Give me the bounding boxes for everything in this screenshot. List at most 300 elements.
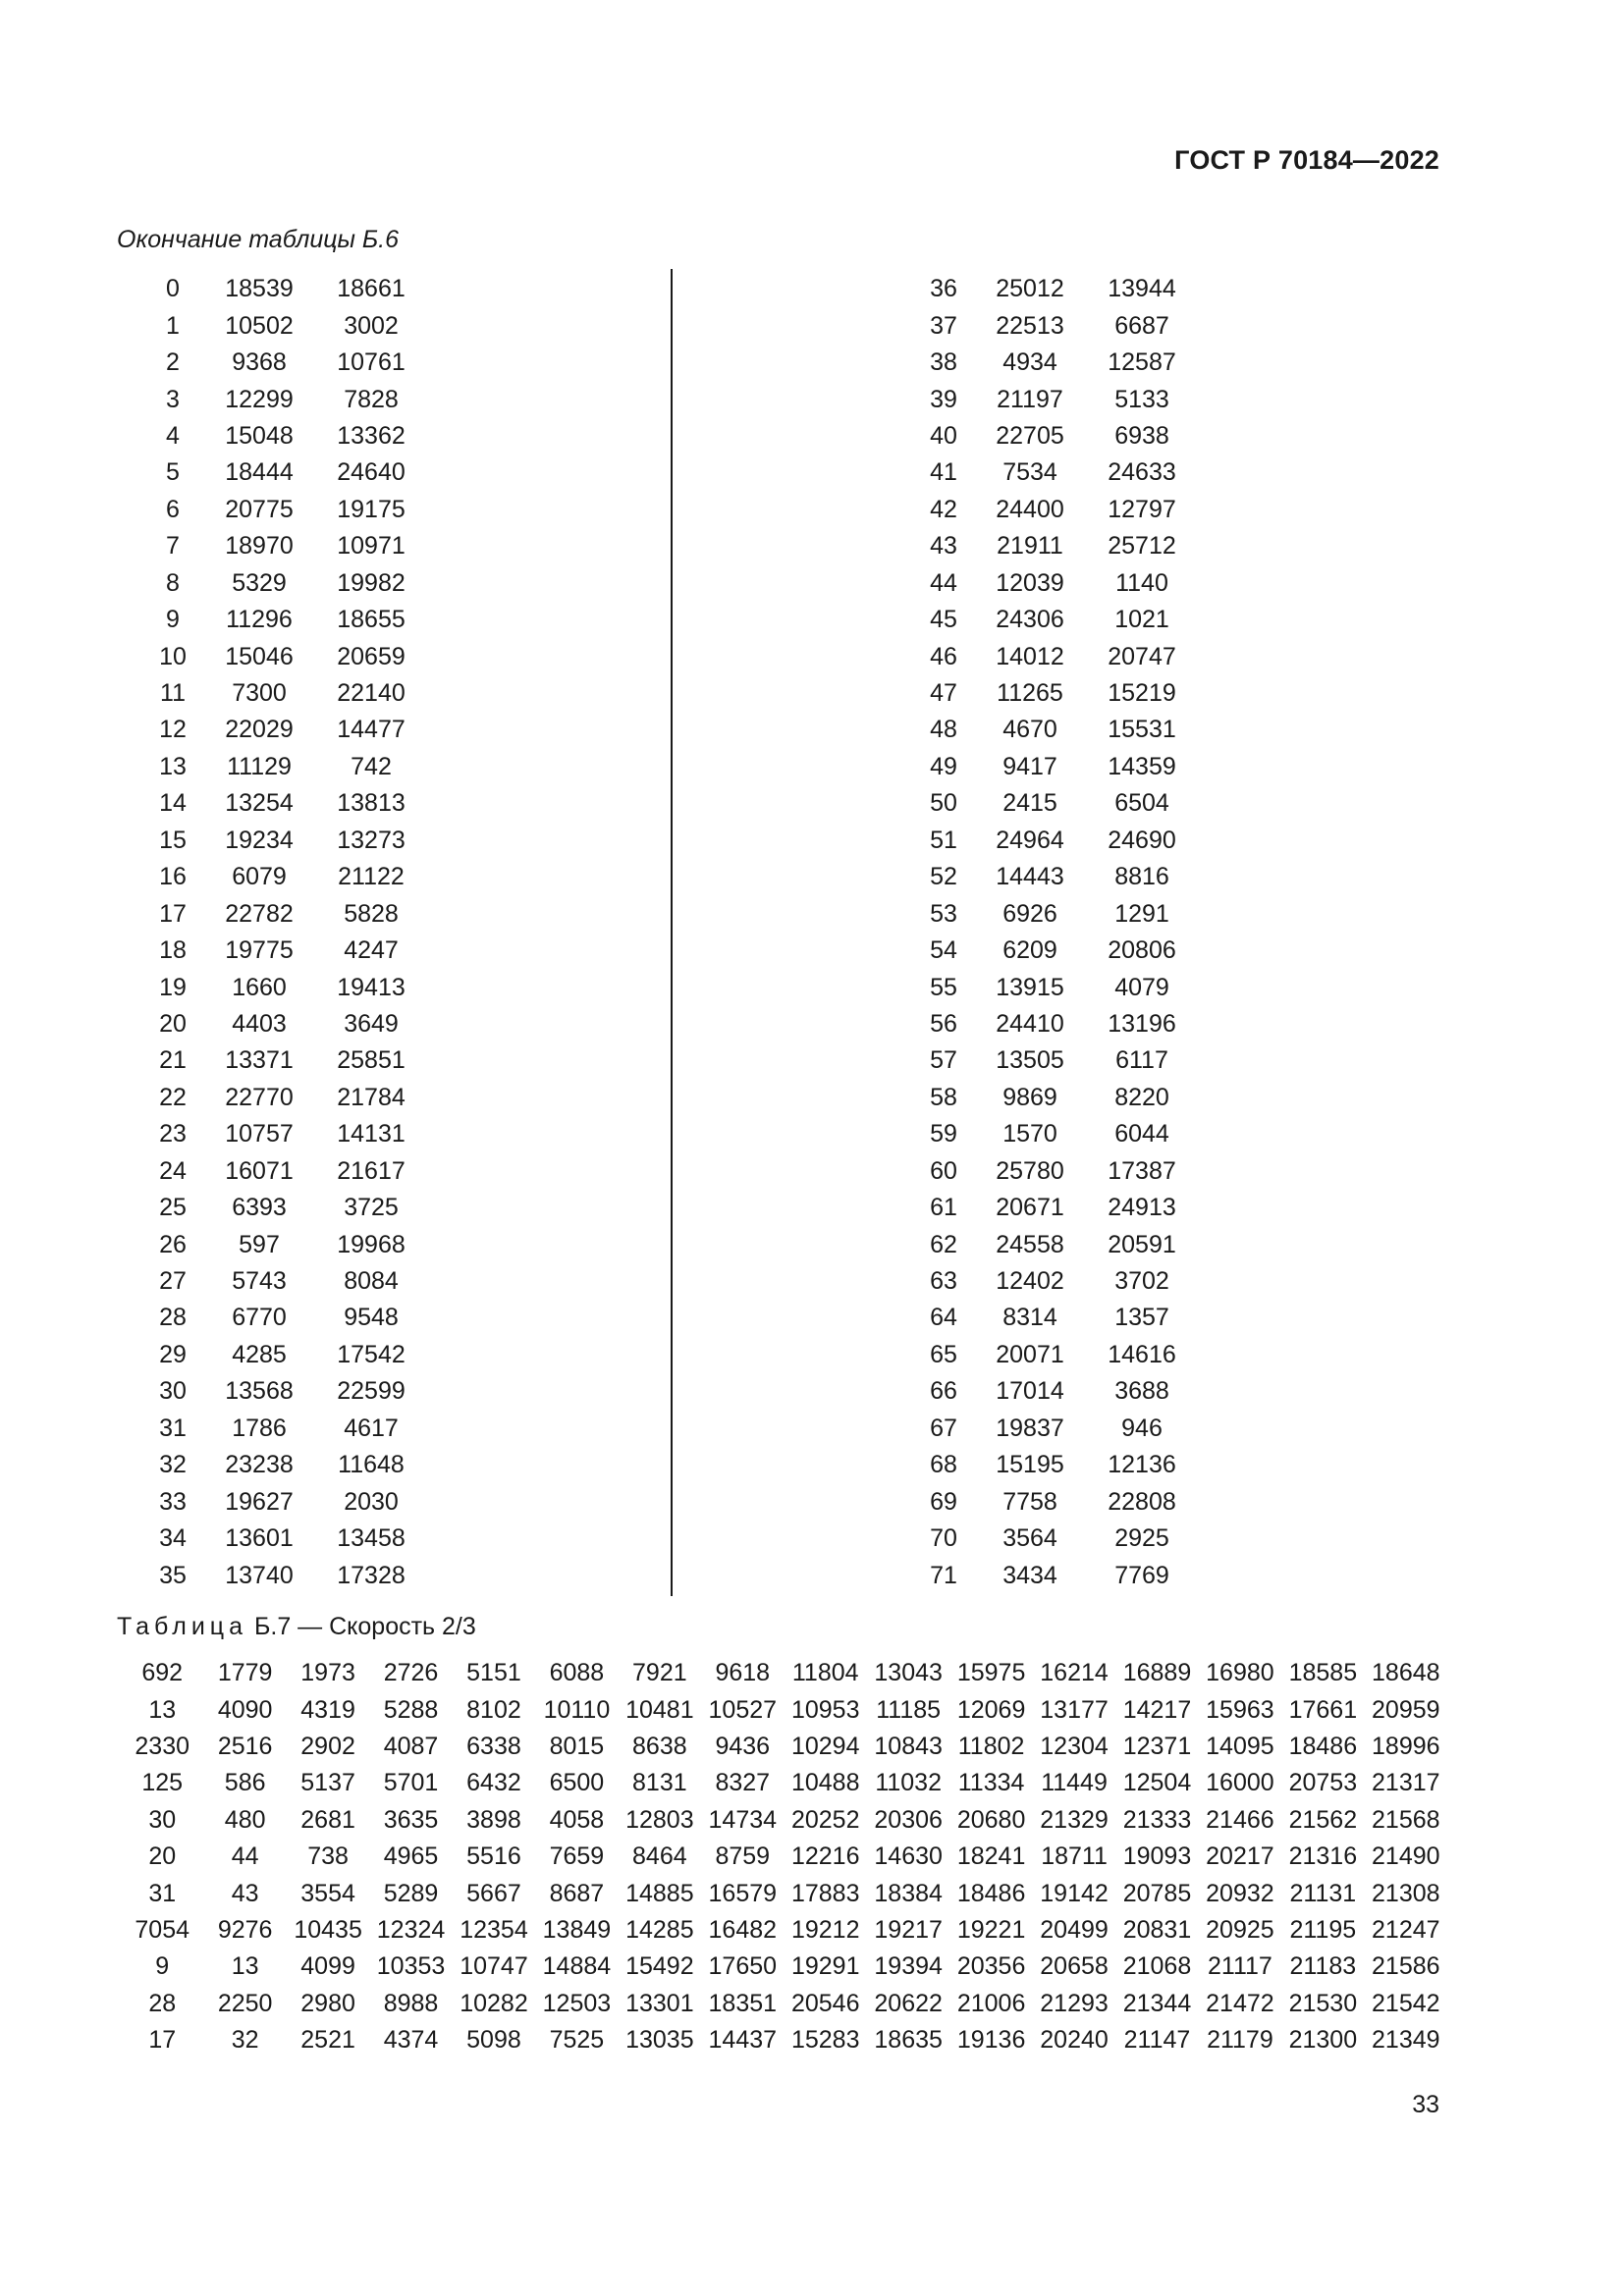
table-cell: 11265: [997, 679, 1063, 708]
table-cell: 57: [930, 1046, 957, 1075]
table-cell: 61: [930, 1194, 957, 1222]
table-cell: 7525: [549, 2026, 605, 2055]
table-cell: 19837: [996, 1414, 1064, 1442]
table-cell: 24640: [337, 458, 406, 487]
table-cell: 30: [159, 1377, 187, 1406]
table-cell: 13: [159, 752, 187, 780]
table-cell: 69: [930, 1487, 957, 1516]
table-cell: 8759: [715, 1842, 771, 1871]
table-cell: 13740: [225, 1561, 294, 1589]
table-cell: 24964: [996, 826, 1064, 854]
table-row: [142, 345, 427, 381]
table-cell: 2902: [300, 1732, 355, 1760]
table-cell: 60: [930, 1156, 957, 1185]
table-cell: 1570: [1002, 1120, 1057, 1148]
table-cell: 586: [224, 1769, 266, 1797]
table-cell: 8102: [466, 1695, 521, 1724]
table-row: [121, 1912, 1447, 1949]
table-cell: 11804: [791, 1659, 859, 1687]
table-cell: 16579: [708, 1879, 778, 1907]
table-cell: 3: [166, 385, 180, 413]
table-cell: 14012: [996, 642, 1064, 670]
table-cell: 2925: [1114, 1524, 1169, 1553]
table-cell: 48: [930, 716, 957, 744]
table-cell: 15531: [1108, 716, 1176, 744]
table-cell: 13: [148, 1695, 177, 1724]
table-cell: 6938: [1114, 421, 1169, 450]
table-row: [913, 381, 1198, 417]
table-row: [142, 712, 427, 748]
table-row: [913, 307, 1198, 344]
table-row: [121, 1691, 1447, 1728]
table-cell: 24913: [1108, 1194, 1176, 1222]
table-cell: 3554: [300, 1879, 355, 1907]
table-row: [913, 1116, 1198, 1152]
table-cell: 8816: [1114, 863, 1169, 891]
table-b7: [121, 1655, 1447, 2058]
table-row: [913, 1006, 1198, 1042]
table-cell: 2681: [300, 1805, 355, 1834]
table-cell: 25012: [996, 275, 1064, 303]
table-cell: 8084: [344, 1267, 399, 1296]
table-cell: 18970: [225, 532, 294, 561]
table-cell: 20252: [790, 1805, 860, 1834]
table-cell: 4247: [344, 936, 399, 965]
table-row: [913, 1411, 1198, 1447]
table-cell: 18648: [1372, 1659, 1440, 1687]
table-cell: 15492: [625, 1952, 694, 1981]
table-cell: 10110: [543, 1695, 611, 1724]
table-cell: 58: [930, 1083, 957, 1111]
table-cell: 22770: [225, 1083, 294, 1111]
table-cell: 3702: [1114, 1267, 1169, 1296]
table-cell: 22599: [337, 1377, 406, 1406]
table-cell: 22705: [996, 421, 1064, 450]
table-cell: 6: [166, 495, 180, 523]
table-cell: 47: [930, 679, 957, 708]
table-cell: 12587: [1108, 348, 1176, 377]
table-cell: 1973: [300, 1659, 355, 1687]
table-cell: 10843: [874, 1732, 943, 1760]
table-cell: 50: [930, 789, 957, 818]
table-cell: 21490: [1372, 1842, 1440, 1871]
table-cell: 24400: [996, 495, 1064, 523]
table-cell: 9: [166, 606, 180, 634]
table-cell: 18655: [337, 606, 406, 634]
table-cell: 21344: [1122, 1989, 1192, 2017]
table-cell: 20747: [1108, 642, 1176, 670]
table-cell: 24558: [996, 1230, 1064, 1258]
table-cell: 21333: [1122, 1805, 1192, 1834]
table-cell: 3564: [1002, 1524, 1057, 1553]
table-cell: 12371: [1122, 1732, 1192, 1760]
table-cell: 6504: [1114, 789, 1169, 818]
table-cell: 21542: [1372, 1989, 1440, 2017]
table-cell: 66: [930, 1377, 957, 1406]
table-row: [913, 1447, 1198, 1483]
table-cell: 36: [930, 275, 957, 303]
table-cell: 18486: [1288, 1732, 1358, 1760]
table-cell: 5329: [232, 568, 287, 597]
table-row: [913, 675, 1198, 712]
table-row: [142, 1153, 427, 1190]
table-cell: 19413: [337, 973, 406, 1001]
table-cell: 5133: [1114, 385, 1169, 413]
table-cell: 15975: [956, 1659, 1026, 1687]
table-cell: 20932: [1206, 1879, 1274, 1907]
table-cell: 12354: [460, 1915, 528, 1944]
table-cell: 6209: [1002, 936, 1057, 965]
table-cell: 8131: [632, 1769, 687, 1797]
table-cell: 34: [159, 1524, 187, 1553]
table-cell: 1779: [217, 1659, 273, 1687]
table-cell: 6393: [232, 1194, 287, 1222]
table-cell: 5137: [300, 1769, 355, 1797]
table-cell: 3649: [344, 1009, 399, 1038]
table-cell: 20071: [996, 1340, 1064, 1368]
table-row: [121, 1765, 1447, 1801]
table-cell: 11449: [1041, 1769, 1108, 1797]
table-row: [142, 492, 427, 528]
table-cell: 9417: [1002, 752, 1057, 780]
table-row: [913, 933, 1198, 969]
table-cell: 14: [159, 789, 187, 818]
table-cell: 13362: [337, 421, 406, 450]
table-cell: 19982: [337, 568, 406, 597]
table-row: [142, 638, 427, 674]
table-cell: 11334: [957, 1769, 1025, 1797]
table-cell: 4403: [232, 1009, 287, 1038]
table-row: [142, 1557, 427, 1593]
table-cell: 19136: [956, 2026, 1026, 2055]
table-cell: 10282: [460, 1989, 528, 2017]
table-cell: 12136: [1108, 1451, 1176, 1479]
table-row: [913, 785, 1198, 822]
table-cell: 17: [148, 2026, 177, 2055]
table-row: [913, 859, 1198, 895]
table-cell: 18241: [956, 1842, 1026, 1871]
table-cell: 4285: [232, 1340, 287, 1368]
table-cell: 43: [231, 1879, 259, 1907]
table-cell: 31: [159, 1414, 187, 1442]
table-cell: 10435: [294, 1915, 362, 1944]
table-cell: 3635: [383, 1805, 439, 1834]
table-cell: 21562: [1288, 1805, 1358, 1834]
table-cell: 62: [930, 1230, 957, 1258]
table-cell: 10747: [460, 1952, 528, 1981]
table-cell: 8314: [1002, 1304, 1057, 1332]
table-cell: 14217: [1122, 1695, 1192, 1724]
table-cell: 20622: [874, 1989, 943, 2017]
table-cell: 5743: [232, 1267, 287, 1296]
table-cell: 3002: [344, 311, 399, 340]
table-cell: 1: [166, 311, 180, 340]
table-row: [913, 1153, 1198, 1190]
table-row: [913, 271, 1198, 307]
table-b7-title-prefix: Таблица: [117, 1613, 248, 1640]
table-cell: 13944: [1108, 275, 1176, 303]
table-cell: 19217: [874, 1915, 943, 1944]
table-row: [913, 528, 1198, 564]
table-cell: 14437: [708, 2026, 778, 2055]
table-row: [142, 675, 427, 712]
table-cell: 7659: [549, 1842, 605, 1871]
table-b6-left: [142, 271, 427, 1594]
table-cell: 5: [166, 458, 180, 487]
table-cell: 5701: [383, 1769, 439, 1797]
table-cell: 20671: [996, 1194, 1064, 1222]
table-b6-right: [913, 271, 1198, 1594]
table-row: [142, 1080, 427, 1116]
table-cell: 43: [930, 532, 957, 561]
table-cell: 21197: [997, 385, 1063, 413]
table-cell: 10757: [225, 1120, 294, 1148]
table-cell: 21472: [1206, 1989, 1274, 2017]
table-cell: 9436: [715, 1732, 771, 1760]
table-cell: 21006: [956, 1989, 1026, 2017]
table-row: [142, 528, 427, 564]
table-cell: 32: [159, 1451, 187, 1479]
table-cell: 19775: [225, 936, 294, 965]
table-row: [121, 2022, 1447, 2058]
table-cell: 4934: [1002, 348, 1057, 377]
table-row: [142, 381, 427, 417]
table-cell: 10488: [790, 1769, 860, 1797]
table-cell: 6926: [1002, 899, 1057, 928]
table-cell: 20785: [1122, 1879, 1192, 1907]
table-cell: 10353: [376, 1952, 446, 1981]
table-row: [142, 1190, 427, 1226]
table-cell: 13273: [337, 826, 406, 854]
table-cell: 14443: [996, 863, 1064, 891]
table-cell: 33: [159, 1487, 187, 1516]
table-cell: 14359: [1108, 752, 1176, 780]
table-cell: 21179: [1207, 2026, 1273, 2055]
table-b7-title-text: Б.7 — Скорость 2/3: [247, 1613, 476, 1640]
table-cell: 21568: [1372, 1805, 1440, 1834]
table-cell: 2330: [135, 1732, 190, 1760]
table-cell: 25712: [1108, 532, 1176, 561]
table-row: [913, 895, 1198, 932]
table-cell: 16980: [1206, 1659, 1274, 1687]
table-cell: 21147: [1123, 2026, 1191, 2055]
table-cell: 39: [930, 385, 957, 413]
table-cell: 12503: [542, 1989, 612, 2017]
table-cell: 21183: [1289, 1952, 1357, 1981]
table-cell: 10971: [337, 532, 406, 561]
table-cell: 2521: [300, 2026, 355, 2055]
table-cell: 5828: [344, 899, 399, 928]
table-cell: 11802: [957, 1732, 1025, 1760]
table-cell: 14734: [708, 1805, 778, 1834]
table-cell: 21316: [1288, 1842, 1358, 1871]
table-cell: 8327: [715, 1769, 771, 1797]
table-cell: 10294: [790, 1732, 860, 1760]
table-cell: 6338: [466, 1732, 521, 1760]
table-cell: 52: [930, 863, 957, 891]
table-cell: 54: [930, 936, 957, 965]
table-row: [121, 1986, 1447, 2022]
table-cell: 9548: [344, 1304, 399, 1332]
table-cell: 6770: [232, 1304, 287, 1332]
table-cell: 8687: [549, 1879, 605, 1907]
table-cell: 2250: [217, 1989, 273, 2017]
table-row: [142, 271, 427, 307]
table-cell: 13813: [337, 789, 406, 818]
table-cell: 24633: [1108, 458, 1176, 487]
table-cell: 13601: [225, 1524, 294, 1553]
table-cell: 14616: [1108, 1340, 1176, 1368]
table-cell: 7: [166, 532, 180, 561]
table-cell: 19142: [1040, 1879, 1109, 1907]
table-cell: 16000: [1206, 1769, 1274, 1797]
table-row: [913, 1373, 1198, 1410]
table-cell: 20306: [874, 1805, 943, 1834]
table-cell: 11129: [227, 752, 292, 780]
table-cell: 19221: [956, 1915, 1026, 1944]
table-cell: 10: [159, 642, 187, 670]
table-cell: 4965: [383, 1842, 439, 1871]
table-cell: 11032: [875, 1769, 942, 1797]
table-cell: 51: [930, 826, 957, 854]
table-cell: 14285: [625, 1915, 694, 1944]
table-cell: 67: [930, 1414, 957, 1442]
table-cell: 25: [159, 1194, 187, 1222]
table-cell: 19627: [225, 1487, 294, 1516]
table-cell: 4374: [383, 2026, 439, 2055]
table-cell: 15: [159, 826, 187, 854]
table-cell: 49: [930, 752, 957, 780]
table-cell: 18351: [708, 1989, 778, 2017]
table-row: [142, 1116, 427, 1152]
table-cell: 23238: [225, 1451, 294, 1479]
table-cell: 44: [231, 1842, 259, 1871]
table-cell: 21131: [1289, 1879, 1357, 1907]
table-cell: 9: [155, 1952, 170, 1981]
table-cell: 22: [159, 1083, 187, 1111]
table-cell: 44: [930, 568, 957, 597]
table-cell: 21300: [1288, 2026, 1358, 2055]
table-cell: 20240: [1040, 2026, 1109, 2055]
table-cell: 6432: [466, 1769, 521, 1797]
table-cell: 16889: [1122, 1659, 1192, 1687]
table-cell: 12803: [625, 1805, 694, 1834]
table-cell: 53: [930, 899, 957, 928]
table-cell: 22513: [996, 311, 1064, 340]
table-cell: 21068: [1122, 1952, 1192, 1981]
table-row: [913, 1337, 1198, 1373]
table-cell: 7300: [232, 679, 287, 708]
table-cell: 22140: [337, 679, 406, 708]
table-cell: 20959: [1372, 1695, 1440, 1724]
table-cell: 19212: [790, 1915, 860, 1944]
table-cell: 4090: [217, 1695, 273, 1724]
table-cell: 20: [148, 1842, 177, 1871]
table-row: [913, 345, 1198, 381]
table-row: [142, 307, 427, 344]
table-cell: 20658: [1040, 1952, 1109, 1981]
table-cell: 13505: [996, 1046, 1064, 1075]
table-row: [913, 602, 1198, 638]
table-cell: 14885: [625, 1879, 694, 1907]
table-row: [913, 712, 1198, 748]
table-cell: 7828: [344, 385, 399, 413]
table-cell: 17650: [708, 1952, 778, 1981]
table-cell: 20775: [225, 495, 294, 523]
table-row: [142, 1411, 427, 1447]
table-cell: 8220: [1114, 1083, 1169, 1111]
table-cell: 21586: [1372, 1952, 1440, 1981]
table-cell: 32: [231, 2026, 259, 2055]
table-cell: 21247: [1372, 1915, 1440, 1944]
table-cell: 65: [930, 1340, 957, 1368]
column-divider: [671, 269, 673, 1596]
table-cell: 28: [148, 1989, 177, 2017]
table-cell: 21122: [338, 863, 405, 891]
table-cell: 18539: [225, 275, 294, 303]
table-cell: 19291: [790, 1952, 860, 1981]
table-cell: 19394: [874, 1952, 943, 1981]
table-cell: 738: [307, 1842, 349, 1871]
table-cell: 4617: [344, 1414, 399, 1442]
table-cell: 14095: [1206, 1732, 1274, 1760]
table-cell: 3898: [466, 1805, 521, 1834]
table-cell: 11296: [226, 606, 293, 634]
table-cell: 19093: [1122, 1842, 1192, 1871]
table-cell: 12216: [790, 1842, 860, 1871]
table-row: [142, 1226, 427, 1262]
table-cell: 2980: [300, 1989, 355, 2017]
table-cell: 21329: [1040, 1805, 1109, 1834]
table-cell: 18486: [956, 1879, 1026, 1907]
table-cell: 41: [930, 458, 957, 487]
table-cell: 5667: [466, 1879, 521, 1907]
document-code: ГОСТ Р 70184—2022: [1174, 145, 1439, 175]
table-row: [142, 565, 427, 602]
table-cell: 19968: [337, 1230, 406, 1258]
table-row: [142, 749, 427, 785]
table-cell: 12039: [996, 568, 1064, 597]
table-row: [142, 785, 427, 822]
table-cell: 5098: [466, 2026, 521, 2055]
table-row: [142, 1337, 427, 1373]
table-cell: 3434: [1002, 1561, 1057, 1589]
table-cell: 14131: [337, 1120, 406, 1148]
table-cell: 13915: [996, 973, 1064, 1001]
table-cell: 7054: [135, 1915, 190, 1944]
table-cell: 10953: [790, 1695, 860, 1724]
table-cell: 21117: [1208, 1952, 1272, 1981]
table-cell: 4058: [549, 1805, 605, 1834]
table-cell: 21617: [337, 1156, 406, 1185]
table-cell: 11185: [876, 1695, 942, 1724]
table-cell: 4087: [383, 1732, 439, 1760]
table-row: [913, 1190, 1198, 1226]
table-cell: 13458: [337, 1524, 406, 1553]
table-row: [913, 1226, 1198, 1262]
table-cell: 5289: [383, 1879, 439, 1907]
table-cell: 13301: [625, 1989, 694, 2017]
table-cell: 946: [1121, 1414, 1163, 1442]
table-cell: 13: [231, 1952, 259, 1981]
table-cell: 10481: [625, 1695, 694, 1724]
table-cell: 4319: [300, 1695, 355, 1724]
table-cell: 20: [159, 1009, 187, 1038]
table-cell: 5516: [466, 1842, 521, 1871]
table-row: [142, 1042, 427, 1079]
table-cell: 46: [930, 642, 957, 670]
table-cell: 24690: [1108, 826, 1176, 854]
